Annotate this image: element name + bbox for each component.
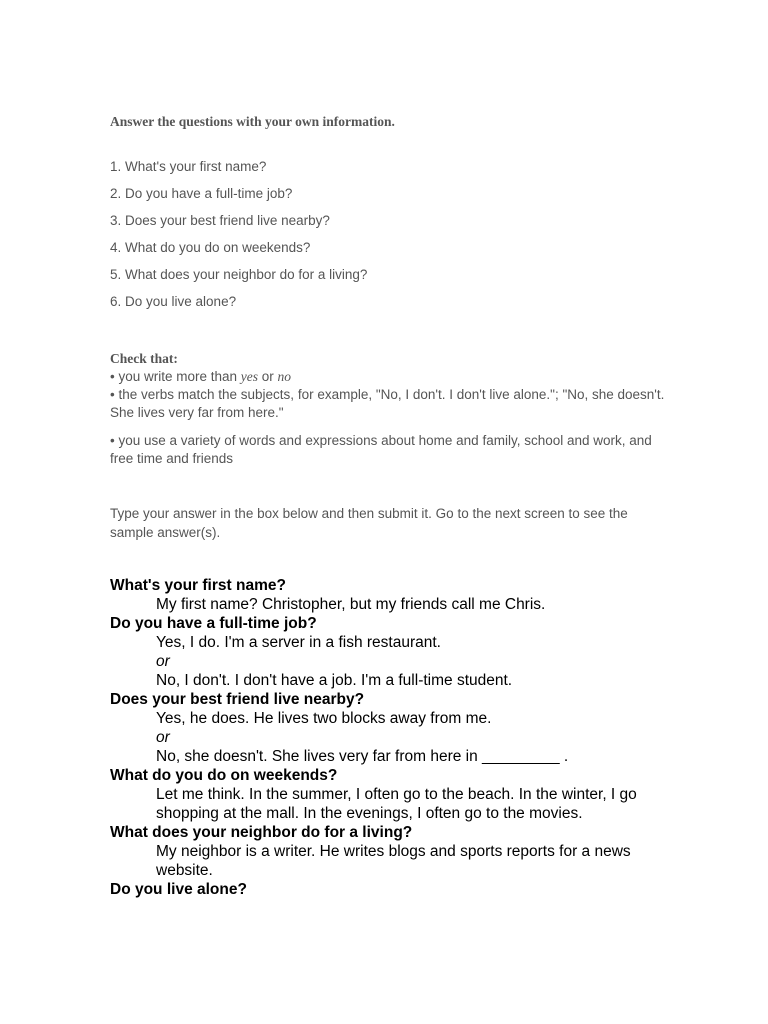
question-list xyxy=(110,158,367,320)
question-item: 4. What do you do on weekends? xyxy=(110,240,311,255)
sample-answer: My first name? Christopher, but my friends call me Chris. xyxy=(156,596,546,613)
or-separator: or xyxy=(156,653,170,670)
checklist-item: • the verbs match the subjects, for example, "No, I don't. I don't live alone."; "No, she doesn't. She lives very far from here." xyxy=(110,387,665,420)
sample-answer: Yes, he does. He lives two blocks away from me. xyxy=(156,710,492,727)
sample-answer: No, I don't. I don't have a job. I'm a full-time student. xyxy=(156,672,513,689)
sample-question: Do you have a full-time job? xyxy=(110,615,317,632)
checklist-item xyxy=(110,368,670,386)
question-item: 6. Do you live alone? xyxy=(110,294,237,309)
sample-question: What do you do on weekends? xyxy=(110,767,338,784)
sample-answer: My neighbor is a writer. He writes blogs and sports reports for a news website. xyxy=(156,843,631,879)
or-word: or xyxy=(258,369,278,384)
instructions-heading: Answer the questions with your own information. xyxy=(110,114,395,129)
sample-question: Do you live alone? xyxy=(110,881,247,898)
yes-word: yes xyxy=(240,369,259,384)
sample-question: Does your best friend live nearby? xyxy=(110,691,365,708)
question-item: 2. Do you have a full-time job? xyxy=(110,186,293,201)
sample-answer: Let me think. In the summer, I often go to the beach. In the winter, I go shopping at the mall. In the evenings, I often go to the movies. xyxy=(156,786,637,822)
checklist-item-text: • you write more than xyxy=(110,369,241,384)
sample-answer: No, she doesn't. She lives very far from here in _________ . xyxy=(156,748,569,765)
question-item: 1. What's your first name? xyxy=(110,159,267,174)
checklist xyxy=(110,350,670,468)
or-separator: or xyxy=(156,729,170,746)
sample-answer: Yes, I do. I'm a server in a fish restaurant. xyxy=(156,634,441,651)
question-item: 5. What does your neighbor do for a living? xyxy=(110,267,368,282)
sample-question: What does your neighbor do for a living? xyxy=(110,824,413,841)
question-item: 3. Does your best friend live nearby? xyxy=(110,213,330,228)
sample-question: What's your first name? xyxy=(110,577,286,594)
checklist-heading: Check that: xyxy=(110,351,178,366)
type-answer-hint: Type your answer in the box below and then submit it. Go to the next screen to see the sample answer(s). xyxy=(110,506,628,540)
checklist-item: • you use a variety of words and expressions about home and family, school and work, and free time and friends xyxy=(110,433,652,466)
sample-answers xyxy=(110,576,670,899)
no-word: no xyxy=(277,369,292,384)
